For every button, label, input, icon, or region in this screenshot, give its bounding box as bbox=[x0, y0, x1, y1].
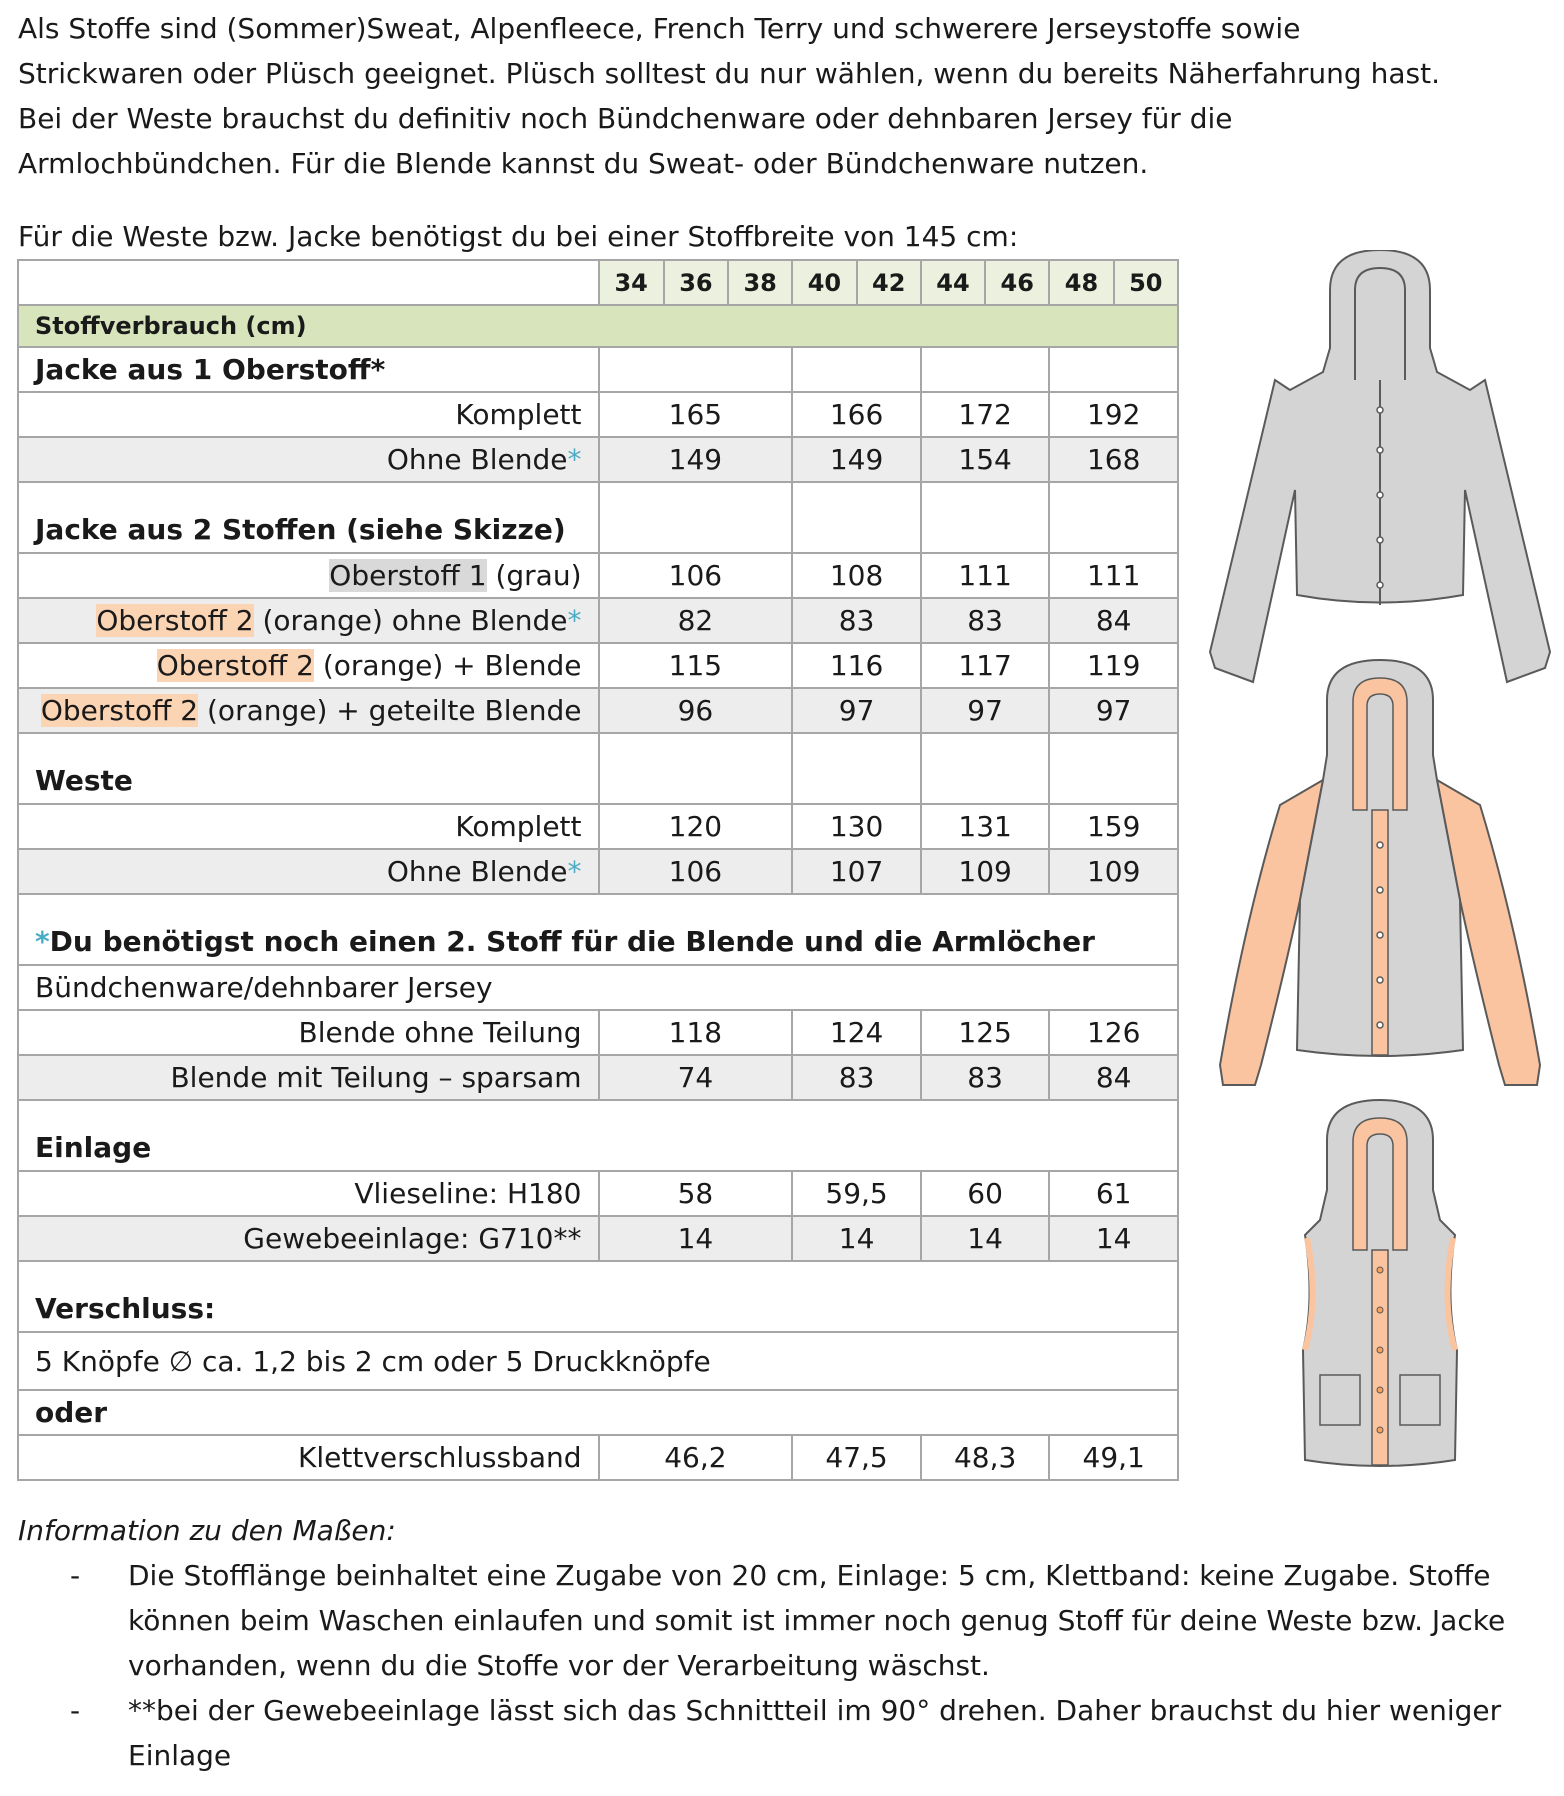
size-cell: 46 bbox=[985, 260, 1049, 305]
row-label: Komplett bbox=[18, 392, 599, 437]
section-row bbox=[18, 733, 1178, 804]
vest-sketch bbox=[1303, 1100, 1457, 1466]
value-cell: 111 bbox=[921, 553, 1050, 598]
value-cell: 83 bbox=[921, 1055, 1050, 1100]
value-cell: 14 bbox=[599, 1216, 793, 1261]
value-cell: 130 bbox=[792, 804, 921, 849]
size-cell: 36 bbox=[664, 260, 728, 305]
value-cell: 192 bbox=[1049, 392, 1178, 437]
value-cell: 120 bbox=[599, 804, 793, 849]
value-cell: 49,1 bbox=[1049, 1435, 1178, 1480]
size-cell: 38 bbox=[728, 260, 792, 305]
bullet-dash: - bbox=[70, 1694, 81, 1727]
row-label: Blende mit Teilung – sparsam bbox=[18, 1055, 599, 1100]
value-cell: 118 bbox=[599, 1010, 793, 1055]
table-row bbox=[18, 437, 1178, 482]
value-cell: 97 bbox=[1049, 688, 1178, 733]
value-cell: 108 bbox=[792, 553, 921, 598]
value-cell: 124 bbox=[792, 1010, 921, 1055]
consumption-header-row bbox=[18, 305, 1178, 347]
size-cell: 48 bbox=[1049, 260, 1113, 305]
intro-line: Armlochbündchen. Für die Blende kannst du Sweat- oder Bündchenware nutzen. bbox=[18, 147, 1149, 180]
table-row bbox=[18, 804, 1178, 849]
value-cell: 131 bbox=[921, 804, 1050, 849]
value-cell: 106 bbox=[599, 849, 793, 894]
value-cell: 107 bbox=[792, 849, 921, 894]
value-cell: 125 bbox=[921, 1010, 1050, 1055]
size-cell: 34 bbox=[599, 260, 664, 305]
intro-line: Strickwaren oder Plüsch geeignet. Plüsch solltest du nur wählen, wenn du bereits Näherfahrung hast. bbox=[18, 57, 1440, 90]
garment-sketches bbox=[1205, 250, 1555, 1500]
intro-text bbox=[18, 6, 1538, 186]
intro-line: Bei der Weste brauchst du definitiv noch Bündchenware oder dehnbaren Jersey für die bbox=[18, 102, 1233, 135]
row-label: Vlieseline: H180 bbox=[18, 1171, 599, 1216]
size-cell: 42 bbox=[857, 260, 921, 305]
value-cell: 83 bbox=[792, 598, 921, 643]
table-row bbox=[18, 688, 1178, 733]
value-cell: 117 bbox=[921, 643, 1050, 688]
value-cell: 149 bbox=[599, 437, 793, 482]
table-row bbox=[18, 1332, 1178, 1390]
row-label: Ohne Blende* bbox=[18, 437, 599, 482]
value-cell: 58 bbox=[599, 1171, 793, 1216]
row-label: Klettverschlussband bbox=[18, 1435, 599, 1480]
oder-label: oder bbox=[18, 1390, 1178, 1435]
info-text: Die Stofflänge beinhaltet eine Zugabe von 20 cm, Einlage: 5 cm, Klettband: keine Zugabe. Stoffe können beim Waschen einlaufen und somit ist immer noch genug Stoff für deine Weste bzw. Jacke vorhanden, wenn du die Stoffe vor der Verarbeitung wäschst. bbox=[128, 1559, 1506, 1682]
table-row bbox=[18, 1390, 1178, 1435]
value-cell: 14 bbox=[792, 1216, 921, 1261]
section-title: Verschluss: bbox=[18, 1261, 1178, 1332]
value-cell: 159 bbox=[1049, 804, 1178, 849]
value-cell: 84 bbox=[1049, 1055, 1178, 1100]
intro-line: Als Stoffe sind (Sommer)Sweat, Alpenfleece, French Terry und schwerere Jerseystoffe sowie bbox=[18, 12, 1301, 45]
row-label: Oberstoff 1 (grau) bbox=[18, 553, 599, 598]
value-cell: 149 bbox=[792, 437, 921, 482]
value-cell: 46,2 bbox=[599, 1435, 793, 1480]
value-cell: 60 bbox=[921, 1171, 1050, 1216]
value-cell: 83 bbox=[921, 598, 1050, 643]
value-cell: 96 bbox=[599, 688, 793, 733]
size-cell: 50 bbox=[1114, 260, 1178, 305]
section-row bbox=[18, 1261, 1178, 1332]
second-fabric-subtitle: Bündchenware/dehnbarer Jersey bbox=[18, 965, 1178, 1010]
table-row bbox=[18, 598, 1178, 643]
table-row bbox=[18, 643, 1178, 688]
table-row bbox=[18, 1010, 1178, 1055]
value-cell: 154 bbox=[921, 437, 1050, 482]
table-row bbox=[18, 1055, 1178, 1100]
table-row bbox=[18, 553, 1178, 598]
value-cell: 126 bbox=[1049, 1010, 1178, 1055]
section-row bbox=[18, 482, 1178, 553]
section-title: Einlage bbox=[18, 1100, 1178, 1171]
table-row bbox=[18, 1435, 1178, 1480]
row-label: Oberstoff 2 (orange) + Blende bbox=[18, 643, 599, 688]
fabric-consumption-table bbox=[17, 259, 1179, 1481]
size-cell: 44 bbox=[921, 260, 985, 305]
section-title: Jacke aus 2 Stoffen (siehe Skizze) bbox=[18, 482, 599, 553]
size-header-row bbox=[18, 260, 1178, 305]
value-cell: 168 bbox=[1049, 437, 1178, 482]
buttons-note: 5 Knöpfe ∅ ca. 1,2 bis 2 cm oder 5 Druckknöpfe bbox=[18, 1332, 1178, 1390]
size-cell: 40 bbox=[792, 260, 856, 305]
value-cell: 59,5 bbox=[792, 1171, 921, 1216]
value-cell: 116 bbox=[792, 643, 921, 688]
jacket-grey-sketch bbox=[1210, 250, 1550, 682]
fabric-width-note: Für die Weste bzw. Jacke benötigst du bei einer Stoffbreite von 145 cm: bbox=[18, 220, 1019, 253]
table-row bbox=[18, 1216, 1178, 1261]
section-title: Weste bbox=[18, 733, 599, 804]
value-cell: 47,5 bbox=[792, 1435, 921, 1480]
section-title: Jacke aus 1 Oberstoff* bbox=[18, 347, 599, 392]
value-cell: 119 bbox=[1049, 643, 1178, 688]
value-cell: 74 bbox=[599, 1055, 793, 1100]
value-cell: 109 bbox=[1049, 849, 1178, 894]
value-cell: 61 bbox=[1049, 1171, 1178, 1216]
value-cell: 111 bbox=[1049, 553, 1178, 598]
list-item bbox=[70, 1553, 1510, 1688]
row-label: Ohne Blende* bbox=[18, 849, 599, 894]
value-cell: 48,3 bbox=[921, 1435, 1050, 1480]
value-cell: 97 bbox=[792, 688, 921, 733]
value-cell: 84 bbox=[1049, 598, 1178, 643]
row-label: Oberstoff 2 (orange) + geteilte Blende bbox=[18, 688, 599, 733]
table-row bbox=[18, 392, 1178, 437]
corner-cell bbox=[18, 260, 599, 305]
table-row bbox=[18, 849, 1178, 894]
consumption-header: Stoffverbrauch (cm) bbox=[18, 305, 1178, 347]
section-row bbox=[18, 1100, 1178, 1171]
section-row bbox=[18, 894, 1178, 965]
value-cell: 97 bbox=[921, 688, 1050, 733]
value-cell: 83 bbox=[792, 1055, 921, 1100]
value-cell: 165 bbox=[599, 392, 793, 437]
info-list bbox=[70, 1553, 1510, 1778]
value-cell: 82 bbox=[599, 598, 793, 643]
info-title: Information zu den Maßen: bbox=[18, 1514, 396, 1547]
value-cell: 106 bbox=[599, 553, 793, 598]
section-row bbox=[18, 347, 1178, 392]
garment-sketches-svg bbox=[1205, 250, 1555, 1500]
value-cell: 14 bbox=[921, 1216, 1050, 1261]
value-cell: 172 bbox=[921, 392, 1050, 437]
table-row bbox=[18, 965, 1178, 1010]
second-fabric-title: *Du benötigst noch einen 2. Stoff für die Blende und die Armlöcher bbox=[18, 894, 1178, 965]
jacket-orange-sleeves-sketch bbox=[1220, 660, 1540, 1085]
value-cell: 115 bbox=[599, 643, 793, 688]
list-item bbox=[70, 1688, 1510, 1778]
info-text: **bei der Gewebeeinlage lässt sich das Schnittteil im 90° drehen. Daher brauchst du hier weniger Einlage bbox=[128, 1694, 1502, 1772]
row-label: Komplett bbox=[18, 804, 599, 849]
table-row bbox=[18, 1171, 1178, 1216]
row-label: Blende ohne Teilung bbox=[18, 1010, 599, 1055]
value-cell: 166 bbox=[792, 392, 921, 437]
value-cell: 109 bbox=[921, 849, 1050, 894]
bullet-dash: - bbox=[70, 1559, 81, 1592]
value-cell: 14 bbox=[1049, 1216, 1178, 1261]
row-label: Gewebeeinlage: G710** bbox=[18, 1216, 599, 1261]
row-label: Oberstoff 2 (orange) ohne Blende* bbox=[18, 598, 599, 643]
